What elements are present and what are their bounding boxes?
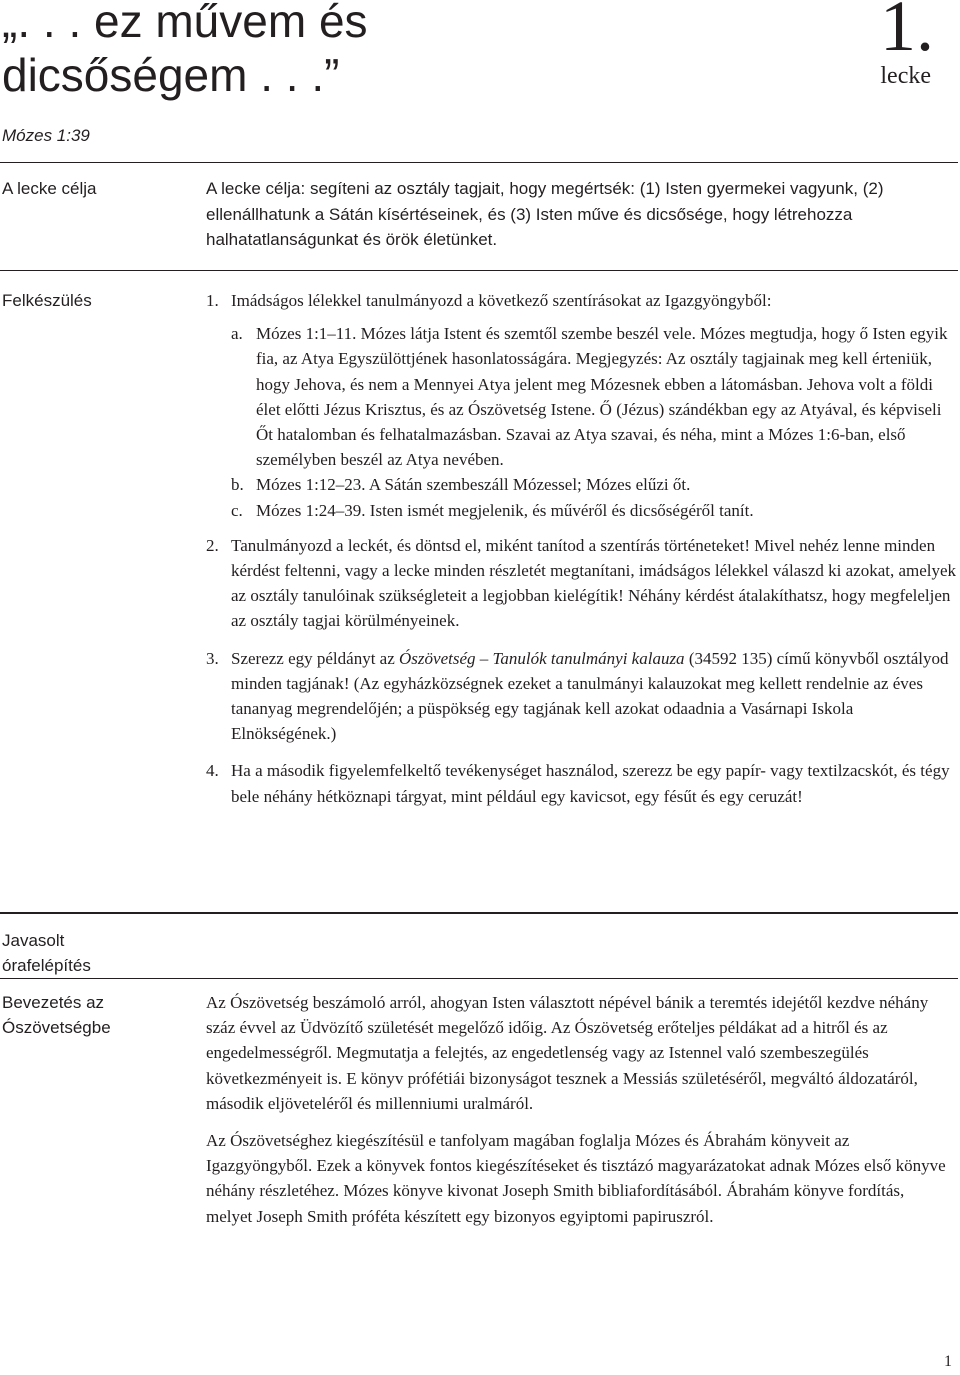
divider — [0, 912, 958, 914]
preparation-list — [206, 288, 958, 809]
intro-text — [206, 990, 954, 1229]
scripture-subitem — [231, 472, 958, 497]
lesson-title-line2: dicsőségem . . .” — [2, 49, 340, 101]
item-number: 3. — [206, 648, 219, 668]
lesson-number: 1. — [880, 0, 934, 66]
preparation-label: Felkészülés — [2, 291, 92, 310]
preparation-item — [206, 646, 958, 747]
scripture-reference: Mózes 1:39 — [2, 126, 90, 145]
purpose-text: A lecke célja: segíteni az osztály tagjait, hogy megértsék: (1) Isten gyermekei vagyunk, (2) ellenállhatunk a Sátán kísértéseinek, és (3) Isten műve és dicsősége, hogy létrehozza halhatatlanságunkat és örök életünket. — [206, 179, 884, 249]
item-number: 2. — [206, 535, 219, 555]
outline-label-line1: Javasolt — [2, 931, 65, 950]
scripture-subitem — [231, 321, 958, 472]
subitem-letter: c. — [231, 500, 243, 520]
subitem-text: Mózes 1:12–23. A Sátán szembeszáll Mózessel; Mózes elűzi őt. — [256, 475, 691, 495]
purpose-label: A lecke célja — [2, 179, 97, 198]
intro-label — [2, 990, 111, 1040]
outline-label-line2: órafelépítés — [2, 956, 91, 975]
item-text-italic: Ószövetség – Tanulók tanulmányi kalauza — [399, 648, 685, 668]
item-text: Ha a második figyelemfelkeltő tevékenységet használod, szerezz be egy papír- vagy textilzacskót, és tégy bele néhány hétköznapi tárgyat, mint például egy kavicsot, egy fésűt és egy ceruzát! — [231, 761, 950, 806]
preparation-item — [206, 533, 958, 634]
preparation-item — [206, 288, 958, 523]
intro-paragraph: Az Ószövetség beszámoló arról, ahogyan Isten választott népével bánik a teremtés idejétől kezdve néhány száz évvel az Üdvözítő születését megelőző időig. Az Ószövetség erőteljes példákat ad a hitről és az engedelmességről. Megmutatja a felejtés, az engedetlenség vagy az Istennel való szembeszegülés következményeit is. E könyv prófétiái bizonyságot tesznek a Messiás születéséről, megváltó áldozatáról, második eljöveteléről és millenniumi uralmáról. — [206, 993, 929, 1113]
item-text: Tanulmányozd a leckét, és döntsd el, miként tanítod a szentírás történeteket! Mivel nehéz lenne minden kérdést feltenni, vagy a lecke minden részletét megtanítani, imádságos lélekkel válaszd ki azokat, amelyek az osztály tanulóinak szükségleteit a legjobban kielégítik! Néhány kérdést átalakíthatsz, hogy megfeleljen az osztály tagjai körülményeinek. — [231, 535, 957, 631]
lesson-title-line1: „. . . ez művem és — [2, 0, 368, 47]
item-number: 4. — [206, 761, 219, 781]
page-number: 1 — [944, 1353, 952, 1370]
item-text: Szerezz egy példányt az — [231, 648, 400, 668]
outline-label — [2, 928, 91, 978]
item-text: Imádságos lélekkel tanulmányozd a következő szentírásokat az Igazgyöngyből: — [231, 291, 772, 310]
preparation-item — [206, 758, 958, 808]
divider — [0, 978, 958, 979]
lesson-title — [2, 0, 368, 102]
divider — [0, 162, 958, 163]
intro-label-line2: Ószövetségbe — [2, 1018, 111, 1037]
intro-label-line1: Bevezetés az — [2, 993, 105, 1012]
lesson-word: lecke — [880, 63, 931, 89]
subitem-text: Mózes 1:24–39. Isten ismét megjelenik, és művéről és dicsőségéről tanít. — [256, 500, 754, 520]
subitem-text: Mózes 1:1–11. Mózes látja Istent és szemtől szembe beszél vele. Mózes megtudja, hogy ő Isten egyik fia, az Atya Egyszülöttjének hasonlatosságára. Megjegyzés: Az osztály tagjainak meg kell érteniük, hogy Jehova, és nem a Mennyei Atya jelent meg Mózesnek ebben a látomásban. Jehova volt a földi élet előtti Jézus Krisztus, és az Ószövetség Istene. Ő (Jézus) szándékban egy az Atyával, és képviseli Őt hatalomban és felhatalmazásban. Szavai az Atya szavai, és néha, mint a Mózes 1:6-ban, első személyben beszél az Atya nevében. — [256, 324, 948, 470]
intro-paragraph: Az Ószövetséghez kiegészítésül e tanfolyam magában foglalja Mózes és Ábrahám könyveit az Igazgyöngyből. Ezek a könyvek fontos kiegészítéseket és tisztázó magyarázatokat adnak Mózes első könyve néhány részletéhez. Mózes könyve kivonat Joseph Smith bibliafordításából. Ábrahám könyve fordítás, melyet Joseph Smith próféta készített egy bizonyos egyiptomi papiruszról. — [206, 1131, 946, 1226]
item-number: 1. — [206, 291, 219, 310]
divider — [0, 270, 958, 271]
subitem-letter: b. — [231, 475, 244, 495]
scripture-subitem — [231, 498, 958, 523]
subitem-letter: a. — [231, 324, 243, 344]
item-text: (34592 135) című könyvből osztályod minden tagjának! (Az egyházközségnek ezeket a tanulmányi kalauzokat meg kellett rendelnie az éves tananyag megrendelőjén; a püspökség egy tagjának kell azokat odaadnia a Vasárnapi Iskola Elnökségének.) — [231, 648, 949, 744]
